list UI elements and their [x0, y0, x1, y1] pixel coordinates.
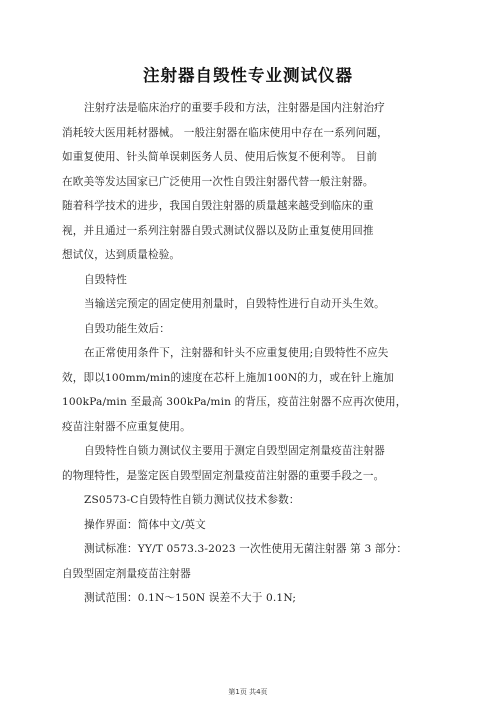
document-title: 注射器自毁性专业测试仪器	[143, 66, 353, 85]
text-line: 的物理特性，是鉴定医自毁型固定剂量疫苗注射器的重要手段之一。	[62, 469, 385, 482]
text-line: ZS0573-C自毁特性自锁力测试仪技术参数：	[84, 494, 300, 506]
text-line: 自毁功能生效后：	[84, 322, 170, 335]
text-line: 自毁特性自锁力测试仪主要用于测定自毁型固定剂量疫苗注射器	[84, 445, 385, 457]
text-line: 视，并且通过一系列注射器自毁式测试仪器以及防止重复使用回推	[62, 224, 374, 237]
text-line: 随着科学技术的进步，我国自毁注射器的质量越来越受到临床的重	[62, 200, 374, 212]
text-line: 测试范围：0.1N～150N 误差不大于 0.1N;	[84, 592, 297, 604]
text-line: 如重复使用、针头简单误刺医务人员、使用后恢复不便利等。 目前	[62, 151, 378, 163]
text-line: 自毁型固定剂量疫苗注射器	[62, 567, 191, 580]
text-line: 100kPa/min 至最高 300kPa/min 的背压，疫苗注射器不应再次使用，	[62, 396, 407, 408]
text-line: 想试仪，达到质量检验。	[62, 249, 181, 261]
page-footer: 第1页 共4页	[228, 688, 268, 696]
text-line: 自毁特性	[84, 273, 127, 286]
text-line: 效，即以100mm/min的速度在芯杆上施加100N的力，或在针上施加	[62, 371, 394, 384]
text-line: 注射疗法是临床治疗的重要手段和方法，注射器是国内注射治疗	[84, 102, 385, 114]
text-line: 当输送完预定的固定使用剂量时，自毁特性进行自动开头生效。	[84, 298, 385, 310]
document-body	[62, 96, 438, 611]
text-line: 在正常使用条件下，注射器和针头不应重复使用;自毁特性不应失	[84, 347, 389, 359]
text-line: 疫苗注射器不应重复使用。	[62, 420, 191, 433]
text-line: 消耗较大医用耗材器械。 一般注射器在临床使用中存在一系列问题，	[62, 126, 388, 139]
text-line: 操作界面：简体中文/英文	[84, 518, 206, 531]
text-line: 测试标准：YY/T 0573.3-2023 一次性使用无菌注射器 第 3 部分：	[84, 543, 408, 555]
text-line: 在欧美等发达国家已广泛使用一次性自毁注射器代替一般注射器。	[62, 175, 374, 188]
